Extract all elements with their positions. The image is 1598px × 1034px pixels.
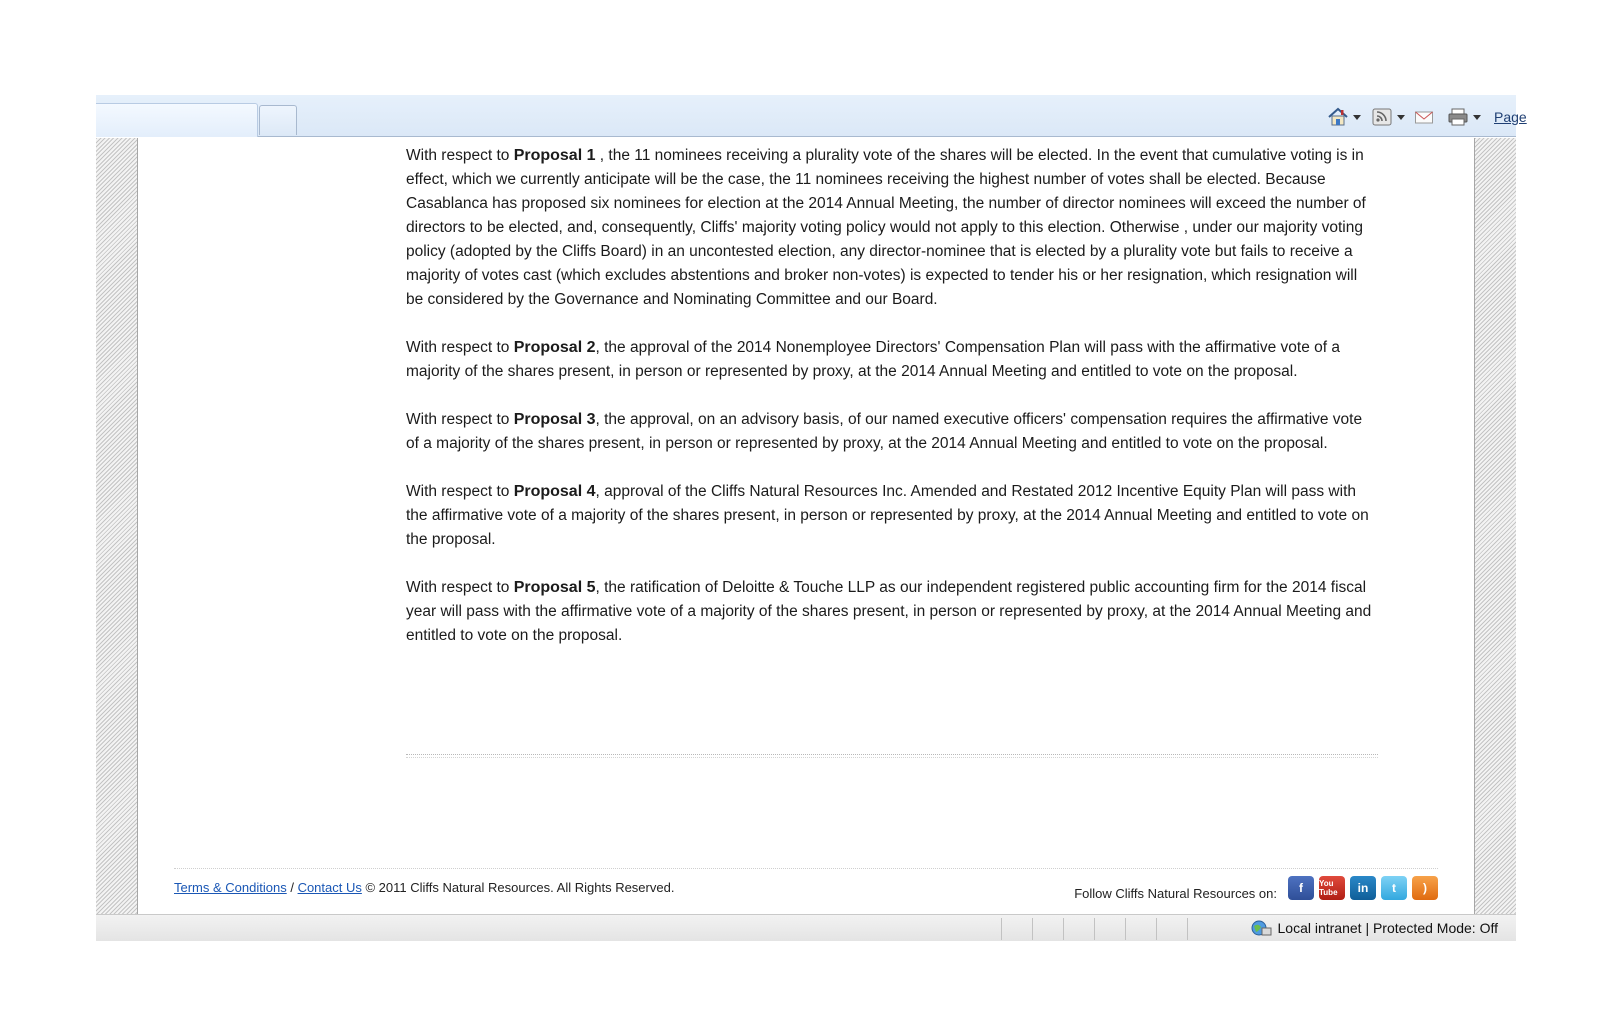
youtube-icon[interactable]: You Tube	[1319, 876, 1345, 900]
terms-conditions-link[interactable]: Terms & Conditions	[174, 880, 287, 895]
social-follow	[1074, 874, 1438, 901]
zone-text: Local intranet | Protected Mode: Off	[1277, 920, 1498, 936]
print-dropdown-icon[interactable]	[1470, 106, 1484, 128]
home-icon[interactable]	[1326, 106, 1350, 128]
page-viewport[interactable]	[96, 138, 1516, 914]
status-separator	[1156, 918, 1157, 940]
contact-us-link[interactable]: Contact Us	[297, 880, 362, 895]
facebook-icon[interactable]: f	[1288, 876, 1314, 900]
command-bar	[1326, 105, 1527, 129]
status-separator	[1094, 918, 1095, 940]
status-separator	[1063, 918, 1064, 940]
proposal-2-paragraph: With respect to Proposal 2, the approval of the 2014 Nonemployee Directors' Compensation Plan will pass with the affirmative vote of a majority of the shares present, in person or represented by proxy, at the 2014 Annual Meeting and entitled to vote on the proposal.	[406, 339, 1340, 380]
footer-separator: /	[286, 880, 298, 895]
security-zone[interactable]	[1250, 919, 1499, 937]
footer-divider	[174, 868, 1438, 869]
status-separator	[1001, 918, 1002, 940]
footer-legal	[174, 880, 674, 895]
copyright-text: © 2011 Cliffs Natural Resources. All Rights Reserved.	[361, 880, 675, 895]
page-margin-left	[96, 138, 138, 914]
new-tab-button[interactable]	[259, 105, 297, 135]
mail-icon[interactable]	[1412, 106, 1436, 128]
browser-window	[96, 95, 1527, 947]
proposal-5-paragraph: With respect to Proposal 5, the ratification of Deloitte & Touche LLP as our independent registered public accounting firm for the 2014 fiscal year will pass with the affirmative vote of a majority of the shares present, in person or represented by proxy, at the 2014 Annual Meeting and entitled to vote on the proposal.	[406, 579, 1372, 644]
feeds-icon[interactable]	[1370, 106, 1394, 128]
status-separator	[1187, 918, 1188, 940]
page-margin-right	[1474, 138, 1516, 914]
proposal-4-paragraph: With respect to Proposal 4, approval of the Cliffs Natural Resources Inc. Amended and Restated 2012 Incentive Equity Plan will pass with the affirmative vote of a majority of the shares present, in person or represented by proxy, at the 2014 Annual Meeting and entitled to vote on the proposal.	[406, 483, 1369, 548]
rss-icon[interactable]: )	[1412, 876, 1438, 900]
status-separator	[1125, 918, 1126, 940]
linkedin-icon[interactable]: in	[1350, 876, 1376, 900]
feeds-dropdown-icon[interactable]	[1394, 106, 1408, 128]
proxy-voting-content	[406, 144, 1378, 672]
proposal-3-paragraph: With respect to Proposal 3, the approval, on an advisory basis, of our named executive officers' compensation requires the affirmative vote of a majority of the shares present, in person or represented by proxy, at the 2014 Annual Meeting and entitled to vote on the proposal.	[406, 411, 1363, 452]
status-bar	[96, 914, 1516, 941]
status-separator	[1032, 918, 1033, 940]
proposal-1-paragraph: With respect to Proposal 1 , the 11 nominees receiving a plurality vote of the shares will be elected. In the event that cumulative voting is in effect, which we currently anticipate will be the case, the 11 nominees receiving the highest number of votes shall be elected. Because Casablanca has proposed six nominees for election at the 2014 Annual Meeting, the number of director nominees will exceed the number of directors to be elected, and, consequently, Cliffs' majority voting policy would not apply to this election. Otherwise , under our majority voting policy (adopted by the Cliffs Board) in an uncontested election, any director-nominee that is elected by a plurality vote but fails to receive a majority of votes cast (which excludes abstentions and broker non-votes) is expected to tender his or her resignation, which resignation will be considered by the Governance and Nominating Committee and our Board.	[406, 147, 1366, 308]
content-divider	[406, 754, 1378, 758]
browser-tab-active[interactable]	[96, 103, 258, 137]
home-dropdown-icon[interactable]	[1350, 106, 1364, 128]
follow-label: Follow Cliffs Natural Resources on:	[1074, 886, 1277, 901]
site-footer	[174, 874, 1438, 908]
print-icon[interactable]	[1446, 106, 1470, 128]
intranet-globe-icon	[1250, 919, 1272, 937]
twitter-icon[interactable]: t	[1381, 876, 1407, 900]
page-menu-button[interactable]: Page	[1494, 109, 1527, 125]
browser-toolbar	[96, 95, 1527, 137]
